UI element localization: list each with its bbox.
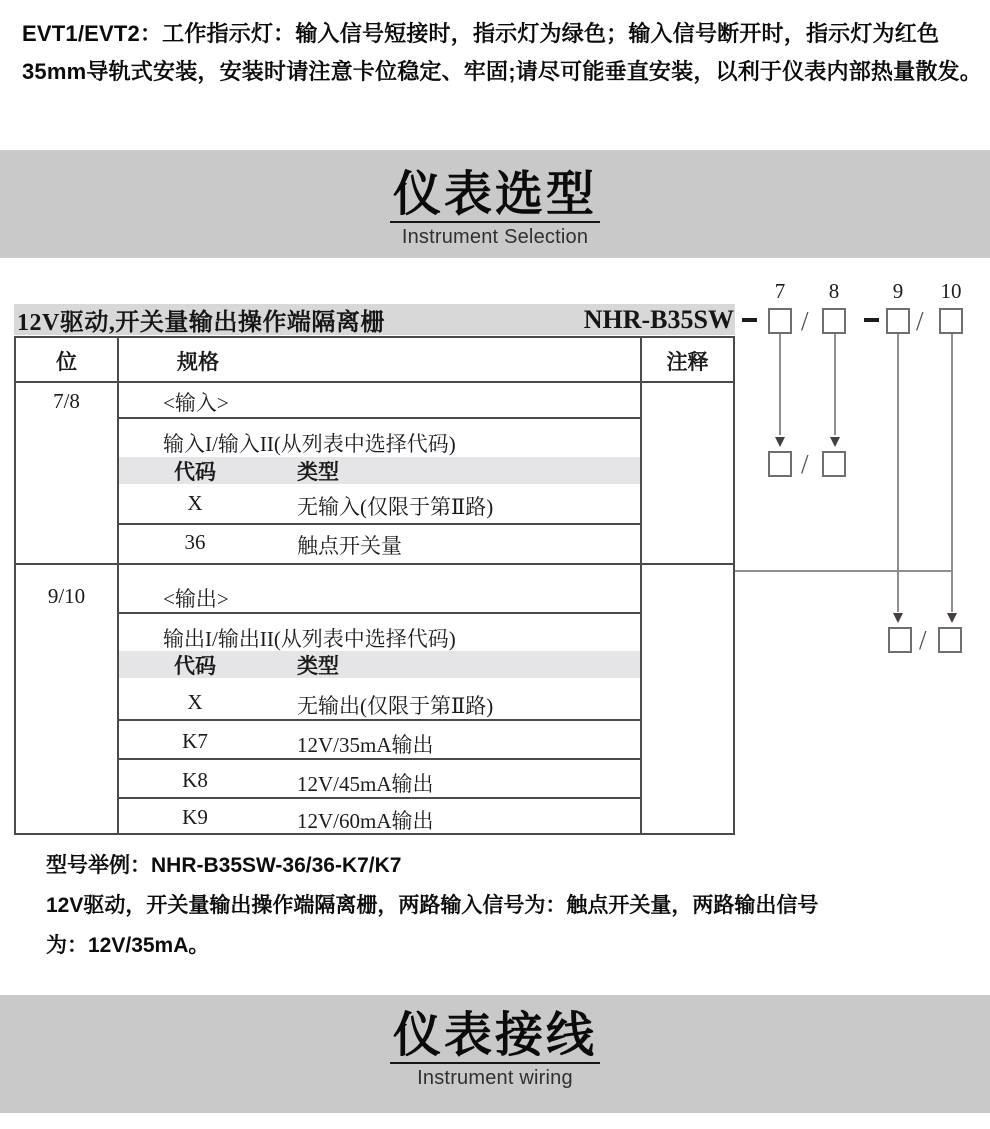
digit-label-9: 9 [892, 279, 904, 303]
output-code-header-row [119, 651, 640, 678]
output-code-x: X [187, 690, 203, 714]
model-checkbox-8 [822, 308, 846, 334]
model-checkbox-10 [939, 308, 963, 334]
input-group-label: <输入> [163, 391, 229, 415]
output-type-k8: 12V/45mA输出 [297, 772, 434, 796]
leader-line-8 [834, 334, 836, 435]
table-row [119, 768, 640, 798]
input-type-x: 无输入(仅限于第Ⅱ路) [297, 495, 494, 519]
example-desc-line-1: 12V驱动，开关量输出操作端隔离栅，两路输入信号为：触点开关量，两路输出信号 [46, 894, 819, 917]
selection-banner-subtitle: Instrument Selection [401, 225, 589, 248]
slash-separator-input-pair: / [801, 449, 809, 479]
table-section-divider [16, 563, 733, 565]
intro-line-1: EVT1/EVT2：工作指示灯：输入信号短接时，指示灯为绿色；输入信号断开时，指示灯为红色 [22, 21, 940, 46]
header-note: 注释 [666, 350, 709, 374]
input-pair-checkbox-2 [822, 451, 846, 477]
arrow-down-icon-10 [947, 613, 957, 623]
output-code-header: 代码 [174, 653, 216, 678]
dash-separator-1 [742, 318, 757, 322]
slash-separator-top-1: / [801, 306, 809, 336]
digit-label-10: 10 [940, 279, 962, 303]
selection-table [14, 336, 735, 835]
output-type-k7: 12V/35mA输出 [297, 733, 434, 757]
position-cell-7-8: 7/8 [53, 389, 80, 413]
wiring-banner-title: 仪表接线 [390, 1012, 600, 1064]
input-pair-checkbox-1 [768, 451, 792, 477]
arrow-down-icon-8 [830, 437, 840, 447]
model-prefix: NHR-B35SW [583, 304, 734, 334]
input-type-header: 类型 [297, 459, 339, 484]
intro-line-2: 35mm导轨式安装，安装时请注意卡位稳定、牢固;请尽可能垂直安装，以利于仪表内部热量散发。 [22, 59, 982, 84]
selection-banner-title: 仪表选型 [390, 171, 600, 223]
position-cell-9-10: 9/10 [47, 584, 86, 608]
table-row-line [117, 523, 640, 525]
wiring-banner-subtitle: Instrument wiring [417, 1066, 573, 1089]
table-row-line [16, 381, 733, 383]
output-code-k9: K9 [182, 805, 208, 829]
table-row [119, 805, 640, 835]
leader-line-7 [779, 334, 781, 435]
table-column-divider-2 [640, 338, 642, 833]
product-title-strip [14, 304, 735, 335]
example-desc-line-2: 为：12V/35mA。 [46, 934, 210, 957]
digit-label-8: 8 [828, 279, 840, 303]
output-group-desc: 输出I/输出II(从列表中选择代码) [163, 627, 456, 651]
output-code-k7: K7 [182, 729, 208, 753]
output-group-label: <输出> [163, 587, 229, 611]
header-position: 位 [56, 350, 77, 374]
product-description: 12V驱动,开关量输出操作端隔离栅 [17, 310, 385, 336]
arrow-down-icon-7 [775, 437, 785, 447]
digit-label-7: 7 [774, 279, 786, 303]
table-row-line [117, 417, 640, 419]
wiring-banner [0, 995, 990, 1113]
output-pair-checkbox-2 [938, 627, 962, 653]
dash-separator-2 [864, 318, 879, 322]
input-code-x: X [187, 491, 203, 515]
slash-separator-output-pair: / [919, 625, 927, 655]
arrow-down-icon-9 [893, 613, 903, 623]
table-row [119, 690, 640, 720]
input-group-desc: 输入I/输入II(从列表中选择代码) [163, 432, 456, 456]
selection-banner [0, 150, 990, 258]
slash-separator-top-2: / [916, 306, 924, 336]
table-row [119, 530, 640, 560]
output-type-k9: 12V/60mA输出 [297, 809, 434, 833]
output-pair-checkbox-1 [888, 627, 912, 653]
input-code-header-row [119, 457, 640, 484]
input-code-36: 36 [184, 530, 206, 554]
table-row [119, 729, 640, 759]
output-type-header: 类型 [297, 653, 339, 678]
header-spec: 规格 [177, 350, 219, 374]
section-connector-line [735, 570, 953, 572]
model-checkbox-9 [886, 308, 910, 334]
table-row [119, 491, 640, 521]
input-type-36: 触点开关量 [297, 534, 402, 558]
output-code-k8: K8 [182, 768, 208, 792]
example-model-line: 型号举例：NHR-B35SW-36/36-K7/K7 [46, 854, 402, 877]
input-code-header: 代码 [174, 459, 216, 484]
model-checkbox-7 [768, 308, 792, 334]
output-type-x: 无输出(仅限于第Ⅱ路) [297, 694, 494, 718]
